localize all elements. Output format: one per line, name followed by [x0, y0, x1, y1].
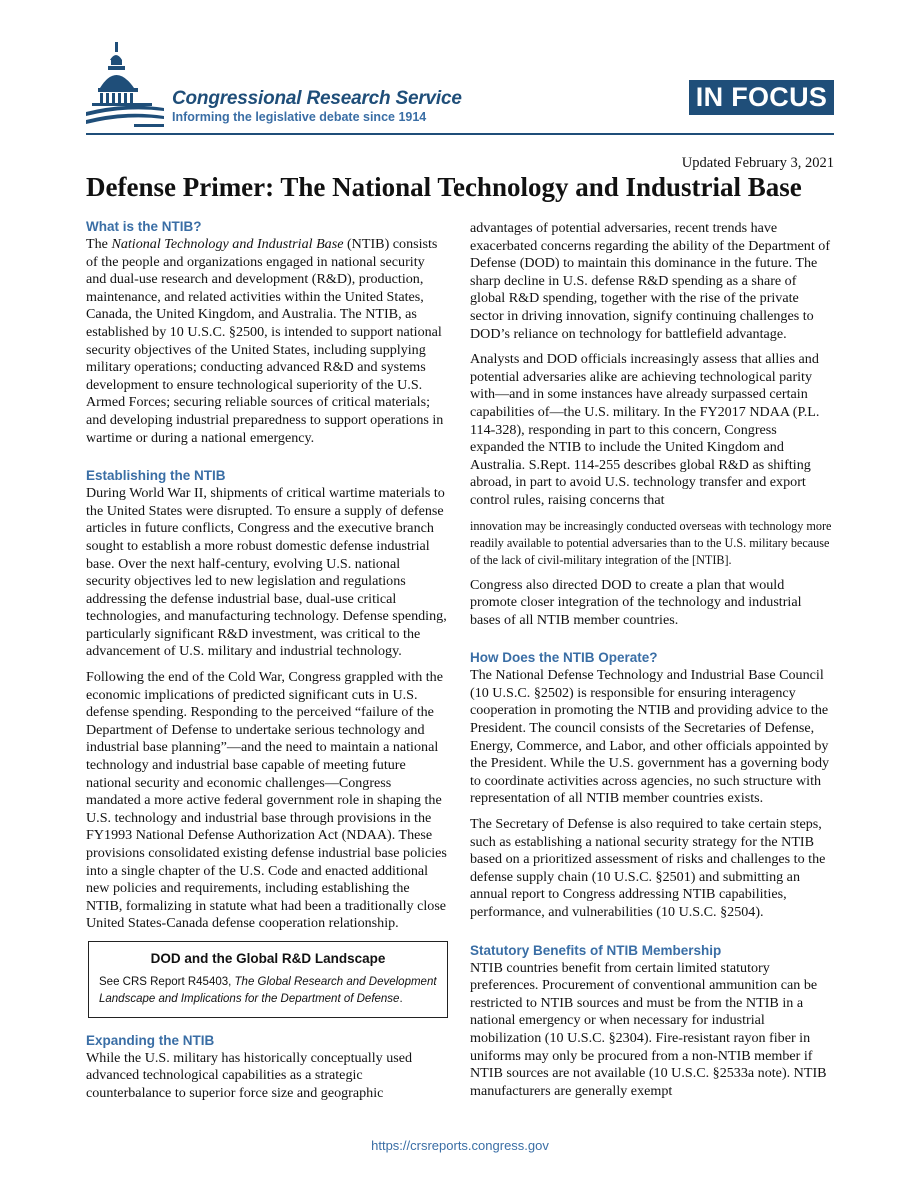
org-tagline: Informing the legislative debate since 1914 [172, 110, 427, 124]
paragraph-benefits-1: NTIB countries benefit from certain limited statutory preferences. Procurement of conventional ammunition can be restricted to NTIB sources and must be from the NTIB in a national emergency or when necessary for industrial mobilization (10 U.S.C. §2304). Fire-resistant rayon fiber in uniforms may only be procured from a non-NTIB member if NTIB sources are not available (10 U.S.C. §2533a note). NTIB manufacturers are generally exempt [470, 959, 827, 1099]
paragraph-operate-2: The Secretary of Defense is also required to take certain steps, such as establishing a national security strategy for the NTIB based on a prioritized assessment of risks and challenges to the defense supply chain (10 U.S.C. §2501) and submitting an annual report to Congress addressing NTIB capabilities, performance, and vulnerabilities (10 U.S.C. §2504). [470, 816, 826, 920]
text-span: See CRS Report R45403, [99, 975, 235, 988]
left-column [86, 218, 448, 1110]
updated-date: Updated February 3, 2021 [681, 155, 834, 171]
paragraph-expanding-4: Congress also directed DOD to create a plan that would promote closer integration of the technology and industrial bases of all NTIB member countries. [470, 576, 802, 628]
section-heading-establishing: Establishing the NTIB [86, 468, 226, 484]
org-name: Congressional Research Service [172, 88, 462, 109]
capitol-dome-icon [86, 40, 166, 128]
callout-box [88, 941, 448, 1018]
section-heading-operate: How Does the NTIB Operate? [470, 650, 658, 666]
paragraph-ntib-definition [86, 236, 448, 447]
paragraph-establishing-2: Following the end of the Cold War, Congress grappled with the economic implications of predicted significant cuts in U.S. defense spending. Responding to the perceived “failure of the Department of Defense to undertake serious technology and industrial base planning”—and the need to maintain a national technology and industrial base capable of meeting future national security and economic challenges—Congress mandated a more active federal government role in shaping the U.S. technology and industrial base through provisions in the FY1993 National Defense Authorization Act (NDAA). These provisions consolidated existing defense industrial base policies into a single chapter of the U.S. Code and enacted additional new policies and requirements, including establishing the NTIB, formalizing in statute what had been a traditionally close United States-Canada defense cooperation relationship. [86, 669, 447, 932]
callout-title: DOD and the Global R&D Landscape [150, 950, 386, 966]
footer-url-link[interactable]: https://crsreports.congress.gov [371, 1138, 549, 1153]
right-column [470, 220, 832, 1108]
callout-body [99, 974, 437, 1008]
header-divider [86, 133, 834, 135]
text-span: . [399, 992, 403, 1005]
paragraph-establishing-1: During World War II, shipments of critical wartime materials to the United States were disrupted. To ensure a supply of defense articles in future conflicts, Congress and the executive branch sought to establish a more robust domestic defense industrial base. Over the next half-century, evolving U.S. national security objectives led to new legislation and regulations addressing the defense industrial base, dual-use critical technologies, and manufacturing technology. Defense spending, particularly significant R&D investment, was critical to the advancement of U.S. military and industrial technology. [86, 485, 447, 660]
text-span: (NTIB) consists of the people and organizations engaged in national security and dual-use research and development (R&D), production, maintenance, and related activities within the United States, Canada, the United Kingdom, and Australia. The NTIB, as established by 10 U.S.C. §2500, is intended to support national security objectives of the United States, including supplying military operations; conducting advanced R&D and systems development to ensure technological superiority of the U.S. Armed Forces; securing reliable sources of critical materials; and developing industrial preparedness to support operations in wartime or during a national emergency. [86, 236, 444, 446]
section-heading-benefits: Statutory Benefits of NTIB Membership [470, 942, 722, 958]
paragraph-expanding-1: While the U.S. military has historically conceptually used advanced technological capabilities as a strategic counterbalance to superior force size and geographic [86, 1049, 413, 1101]
term-italic: National Technology and Industrial Base [111, 236, 344, 252]
section-heading-what-is-ntib: What is the NTIB? [86, 219, 202, 234]
paragraph-operate-1: The National Defense Technology and Industrial Base Council (10 U.S.C. §2502) is responsible for ensuring interagency cooperation in promoting the NTIB and providing advice to the President. The council consists of the Secretaries of Defense, Energy, Commerce, and Labor, and other officials appointed by the President. While the U.S. government has a governing body to coordinate activities across agencies, no such structure with representation of all NTIB member countries exists. [470, 667, 830, 807]
paragraph-expanding-3: Analysts and DOD officials increasingly assess that allies and potential adversaries alike are achieving technological parity with—and in some instances have already surpassed certain capabilities of—the U.S. military. In the FY2017 NDAA (P.L. 114-328), responding in part to this concern, Congress expanded the NTIB to include the United Kingdom and Australia. S.Rept. 114-255 describes global R&D as shifting abroad, in part to avoid U.S. technology transfer and export control rules, raising concerns that [470, 351, 820, 508]
section-heading-expanding: Expanding the NTIB [86, 1032, 215, 1048]
paragraph-expanding-2: advantages of potential adversaries, recent trends have exacerbated concerns regarding the ability of the Department of Defense (DOD) to maintain this dominance in the future. The sharp decline in U.S. defense R&D spending as a share of global R&D spending, together with the rise of the private sector in driving innovation, signify continuing challenges to DOD’s reliance on technology for battlefield advantage. [470, 220, 831, 342]
text-span: The [86, 236, 112, 252]
page-title: Defense Primer: The National Technology and Industrial Base [86, 172, 802, 202]
in-focus-badge: IN FOCUS [689, 80, 834, 115]
report-title-link[interactable]: The Global Research and Development Landscape and Implications for the Department of Defense [99, 975, 437, 1005]
block-quote: innovation may be increasingly conducted overseas with technology more readily available to potential adversaries than to the U.S. military because of the lack of civil-military integration of the [NTIB]. [470, 518, 832, 567]
